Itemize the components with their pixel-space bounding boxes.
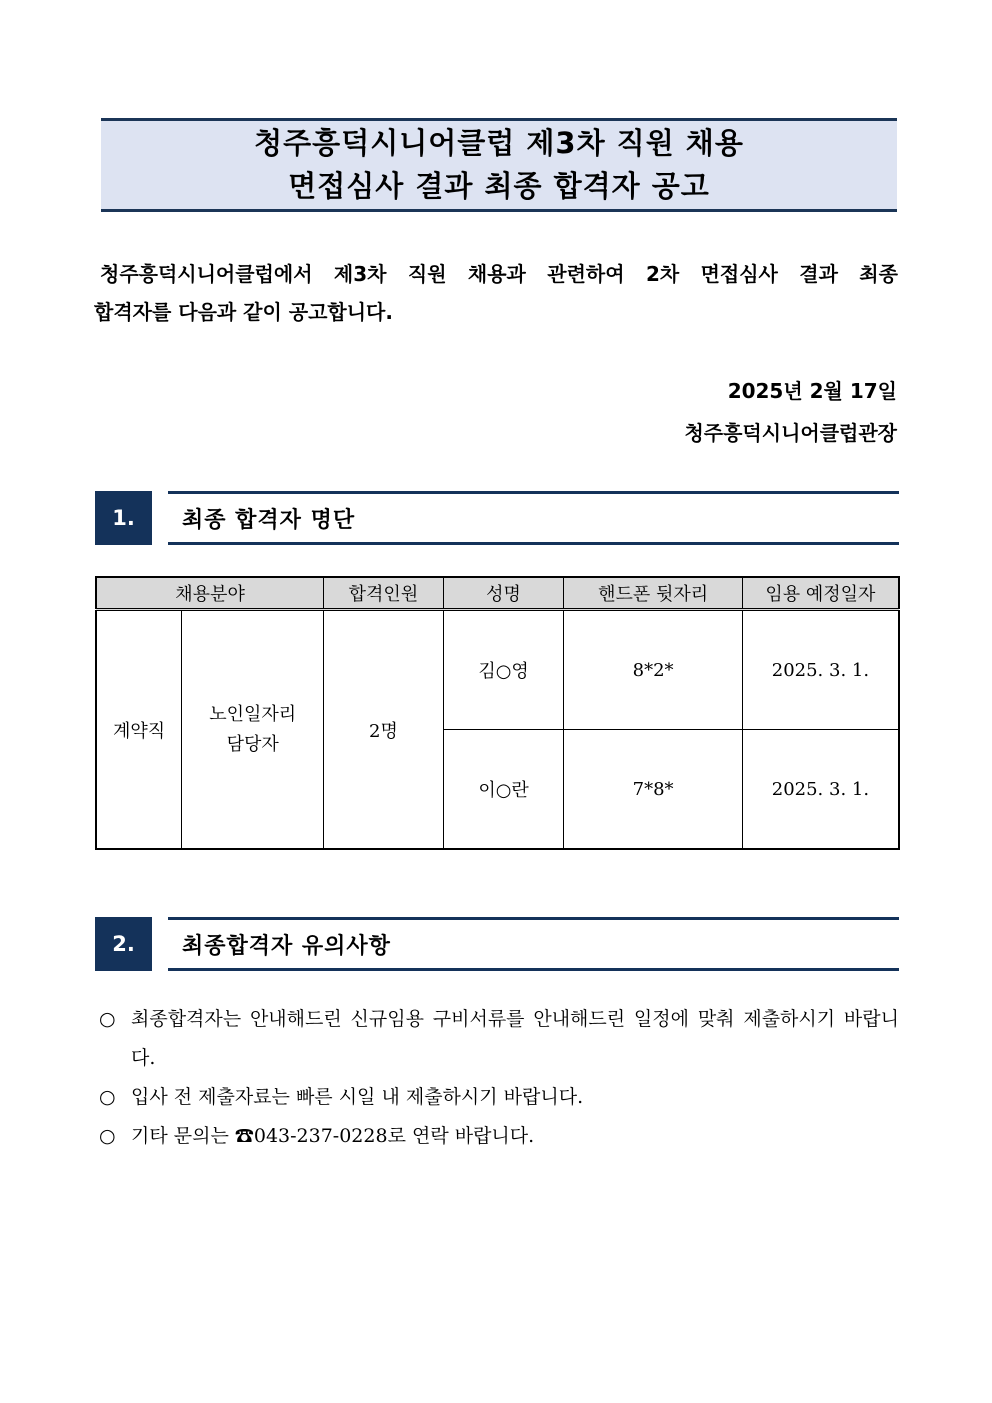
section-1-number: 1. bbox=[95, 491, 152, 545]
table-header-row bbox=[96, 577, 899, 610]
cell-name: 김○영 bbox=[443, 610, 564, 730]
circle-bullet-icon: ○ bbox=[99, 1008, 116, 1030]
circle-bullet-icon: ○ bbox=[99, 1125, 116, 1147]
intro-word: 결과 bbox=[799, 262, 838, 286]
date-block bbox=[684, 370, 897, 454]
section-2-heading bbox=[95, 917, 899, 971]
final-candidates-table bbox=[95, 576, 900, 850]
note-text: 입사 전 제출자료는 빠른 시일 내 제출하시기 바랍니다. bbox=[131, 1086, 584, 1108]
header-field: 채용분야 bbox=[96, 577, 324, 610]
cell-count: 2명 bbox=[324, 610, 444, 850]
intro-paragraph bbox=[94, 255, 898, 331]
section-1-title: 최종 합격자 명단 bbox=[168, 491, 899, 545]
intro-word: 제3차 bbox=[333, 262, 387, 286]
list-item bbox=[95, 1078, 899, 1117]
intro-word: 2차 bbox=[645, 262, 680, 286]
intro-line-2: 합격자를 다음과 같이 공고합니다. bbox=[94, 300, 393, 324]
note-text: 최종합격자는 안내해드린 신규임용 구비서류를 안내해드린 일정에 맞춰 제출하시기 바랍니다. bbox=[131, 1008, 899, 1069]
position-text: 노인일자리 담당자 bbox=[209, 703, 297, 755]
table-row bbox=[96, 610, 899, 730]
issuer-name: 청주흥덕시니어클럽관장 bbox=[684, 421, 897, 445]
cell-start-date: 2025. 3. 1. bbox=[742, 610, 899, 730]
title-line-2: 면접심사 결과 최종 합격자 공고 bbox=[288, 169, 710, 203]
header-count: 합격인원 bbox=[324, 577, 444, 610]
circle-bullet-icon: ○ bbox=[99, 1086, 116, 1108]
intro-word: 채용과 bbox=[467, 262, 526, 286]
cell-phone: 8*2* bbox=[564, 610, 742, 730]
note-text: 기타 문의는 ☎043-237-0228로 연락 바랍니다. bbox=[131, 1125, 535, 1147]
section-2-number: 2. bbox=[95, 917, 152, 971]
section-1-heading bbox=[95, 491, 899, 545]
header-start-date: 임용 예정일자 bbox=[742, 577, 899, 610]
cell-name: 이○란 bbox=[443, 730, 564, 850]
cell-start-date: 2025. 3. 1. bbox=[742, 730, 899, 850]
list-item bbox=[95, 1000, 899, 1078]
intro-word: 청주흥덕시니어클럽에서 bbox=[100, 262, 313, 286]
intro-word: 관련하여 bbox=[547, 262, 625, 286]
header-phone: 핸드폰 뒷자리 bbox=[564, 577, 742, 610]
section-2-title: 최종합격자 유의사항 bbox=[168, 917, 899, 971]
list-item bbox=[95, 1117, 899, 1156]
intro-word: 직원 bbox=[407, 262, 447, 286]
intro-word: 면접심사 bbox=[700, 262, 778, 286]
notes-list bbox=[95, 1000, 899, 1156]
intro-word: 최종 bbox=[859, 262, 898, 286]
header-name: 성명 bbox=[443, 577, 564, 610]
title-line-1: 청주흥덕시니어클럽 제3차 직원 채용 bbox=[254, 126, 744, 160]
cell-phone: 7*8* bbox=[564, 730, 742, 850]
announcement-title-box bbox=[101, 118, 897, 212]
cell-position bbox=[182, 610, 324, 850]
announcement-date: 2025년 2월 17일 bbox=[727, 379, 897, 403]
cell-category: 계약직 bbox=[96, 610, 182, 850]
intro-line-1 bbox=[94, 255, 898, 293]
